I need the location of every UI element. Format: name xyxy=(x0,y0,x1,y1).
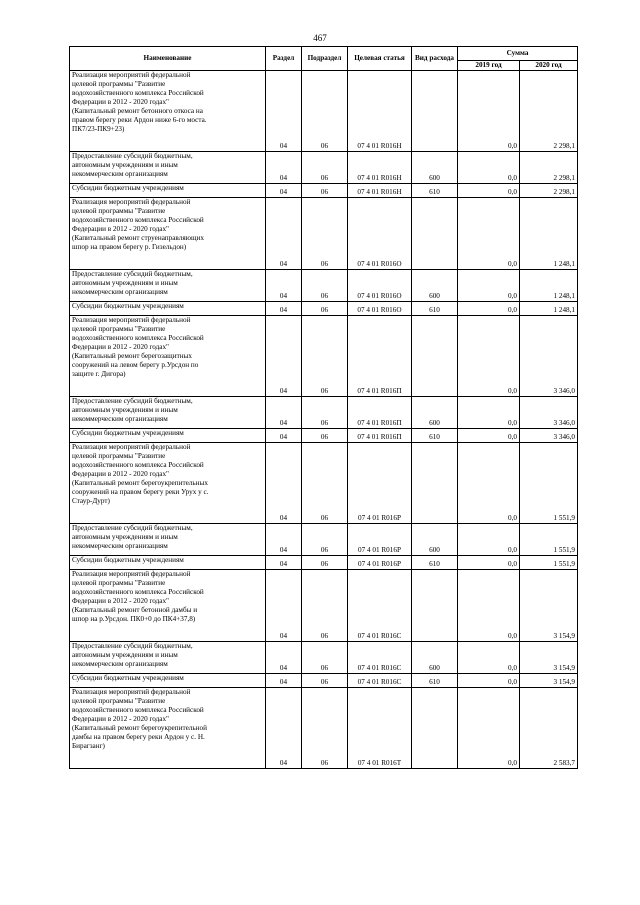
table-row xyxy=(70,556,578,570)
table-row xyxy=(70,688,578,769)
table-row xyxy=(70,397,578,429)
row-target-article: 07 4 01 R016Р xyxy=(348,556,412,570)
row-sum-2020: 2 298,1 xyxy=(520,71,578,152)
row-section: 04 xyxy=(266,570,302,642)
row-target-article: 07 4 01 R016Р xyxy=(348,443,412,524)
row-target-article: 07 4 01 R016П xyxy=(348,316,412,397)
row-subsection: 06 xyxy=(302,198,348,270)
row-subsection: 06 xyxy=(302,570,348,642)
table-row xyxy=(70,674,578,688)
row-section: 04 xyxy=(266,642,302,674)
row-expense-type: 610 xyxy=(412,556,458,570)
row-target-article: 07 4 01 R016Т xyxy=(348,688,412,769)
row-sum-2020: 3 154,9 xyxy=(520,642,578,674)
row-expense-type xyxy=(412,71,458,152)
row-sum-2019: 0,0 xyxy=(458,570,520,642)
header-name: Наименование xyxy=(70,47,266,71)
row-name: Субсидии бюджетным учреждениям xyxy=(70,302,266,316)
table-row xyxy=(70,270,578,302)
row-sum-2019: 0,0 xyxy=(458,443,520,524)
row-name: Реализация мероприятий федеральной целевой программы "Развитие водохозяйственного комплекса Российской Федерации в 2012 - 2020 годах" (Капитальный ремонт бетонного откоса на правом берегу реки Ардон ниже 6-го моста. ПК7/23-ПК9+23) xyxy=(70,71,266,152)
row-sum-2020: 3 154,9 xyxy=(520,674,578,688)
row-name: Реализация мероприятий федеральной целевой программы "Развитие водохозяйственного комплекса Российской Федерации в 2012 - 2020 годах" (Капитальный ремонт бетонной дамбы и шпор на р.Урсдон. ПК0+0 до ПК4+37,8) xyxy=(70,570,266,642)
row-subsection: 06 xyxy=(302,674,348,688)
row-subsection: 06 xyxy=(302,184,348,198)
row-target-article: 07 4 01 R016С xyxy=(348,674,412,688)
row-target-article: 07 4 01 R016П xyxy=(348,429,412,443)
table-row xyxy=(70,570,578,642)
row-section: 04 xyxy=(266,524,302,556)
row-section: 04 xyxy=(266,71,302,152)
row-target-article: 07 4 01 R016Н xyxy=(348,152,412,184)
row-target-article: 07 4 01 R016Н xyxy=(348,71,412,152)
row-subsection: 06 xyxy=(302,270,348,302)
row-sum-2019: 0,0 xyxy=(458,198,520,270)
header-section: Раздел xyxy=(266,47,302,71)
row-name: Реализация мероприятий федеральной целевой программы "Развитие водохозяйственного комплекса Российской Федерации в 2012 - 2020 годах" (Капитальный ремонт берегоукрепительных сооружений на правом берегу реки Урух у с. Стаур-Дурт) xyxy=(70,443,266,524)
row-expense-type xyxy=(412,688,458,769)
row-subsection: 06 xyxy=(302,152,348,184)
table-row xyxy=(70,302,578,316)
header-year-2020: 2020 год xyxy=(520,61,578,71)
header-expense-type: Вид расхода xyxy=(412,47,458,71)
row-section: 04 xyxy=(266,270,302,302)
row-target-article: 07 4 01 R016Н xyxy=(348,184,412,198)
row-expense-type: 600 xyxy=(412,397,458,429)
table-row xyxy=(70,524,578,556)
row-section: 04 xyxy=(266,688,302,769)
row-name: Реализация мероприятий федеральной целевой программы "Развитие водохозяйственного комплекса Российской Федерации в 2012 - 2020 годах" (Капитальный ремонт берегозащитных сооружений на левом берегу р.Урсдон по защите г. Дигора) xyxy=(70,316,266,397)
row-sum-2020: 2 298,1 xyxy=(520,152,578,184)
header-year-2019: 2019 год xyxy=(458,61,520,71)
row-sum-2019: 0,0 xyxy=(458,556,520,570)
row-name: Предоставление субсидий бюджетным, автономным учреждениям и иным некоммерческим организациям xyxy=(70,524,266,556)
row-sum-2020: 1 248,1 xyxy=(520,198,578,270)
row-sum-2019: 0,0 xyxy=(458,397,520,429)
row-expense-type xyxy=(412,198,458,270)
row-expense-type: 600 xyxy=(412,270,458,302)
row-section: 04 xyxy=(266,184,302,198)
table-row xyxy=(70,429,578,443)
row-name: Реализация мероприятий федеральной целевой программы "Развитие водохозяйственного комплекса Российской Федерации в 2012 - 2020 годах" (Капитальный ремонт берегоукрепительной дамбы на правом берегу реки Ардон у с. Н. Бирагзанг) xyxy=(70,688,266,769)
row-section: 04 xyxy=(266,198,302,270)
row-sum-2020: 3 346,0 xyxy=(520,397,578,429)
row-expense-type xyxy=(412,570,458,642)
row-expense-type: 600 xyxy=(412,642,458,674)
row-target-article: 07 4 01 R016П xyxy=(348,397,412,429)
row-sum-2019: 0,0 xyxy=(458,642,520,674)
row-subsection: 06 xyxy=(302,429,348,443)
table-row xyxy=(70,184,578,198)
table-row xyxy=(70,152,578,184)
row-name: Субсидии бюджетным учреждениям xyxy=(70,674,266,688)
table-row xyxy=(70,316,578,397)
row-subsection: 06 xyxy=(302,688,348,769)
row-sum-2019: 0,0 xyxy=(458,674,520,688)
row-sum-2019: 0,0 xyxy=(458,71,520,152)
row-target-article: 07 4 01 R016О xyxy=(348,270,412,302)
row-sum-2019: 0,0 xyxy=(458,316,520,397)
row-target-article: 07 4 01 R016С xyxy=(348,570,412,642)
row-sum-2019: 0,0 xyxy=(458,302,520,316)
row-section: 04 xyxy=(266,316,302,397)
row-sum-2019: 0,0 xyxy=(458,184,520,198)
row-sum-2019: 0,0 xyxy=(458,152,520,184)
row-expense-type: 610 xyxy=(412,674,458,688)
row-sum-2019: 0,0 xyxy=(458,429,520,443)
row-name: Предоставление субсидий бюджетным, автономным учреждениям и иным некоммерческим организациям xyxy=(70,642,266,674)
row-subsection: 06 xyxy=(302,642,348,674)
row-sum-2020: 3 346,0 xyxy=(520,429,578,443)
row-subsection: 06 xyxy=(302,397,348,429)
row-sum-2019: 0,0 xyxy=(458,524,520,556)
row-sum-2020: 1 551,9 xyxy=(520,556,578,570)
row-subsection: 06 xyxy=(302,316,348,397)
row-name: Предоставление субсидий бюджетным, автономным учреждениям и иным некоммерческим организациям xyxy=(70,397,266,429)
row-section: 04 xyxy=(266,556,302,570)
table-row xyxy=(70,198,578,270)
row-subsection: 06 xyxy=(302,524,348,556)
row-expense-type: 600 xyxy=(412,524,458,556)
row-sum-2020: 3 346,0 xyxy=(520,316,578,397)
row-name: Субсидии бюджетным учреждениям xyxy=(70,184,266,198)
row-subsection: 06 xyxy=(302,302,348,316)
row-section: 04 xyxy=(266,152,302,184)
row-section: 04 xyxy=(266,443,302,524)
row-section: 04 xyxy=(266,429,302,443)
row-expense-type xyxy=(412,316,458,397)
budget-table xyxy=(69,46,578,769)
row-section: 04 xyxy=(266,397,302,429)
table-row xyxy=(70,443,578,524)
row-expense-type: 600 xyxy=(412,152,458,184)
row-sum-2019: 0,0 xyxy=(458,270,520,302)
row-expense-type: 610 xyxy=(412,429,458,443)
row-target-article: 07 4 01 R016С xyxy=(348,642,412,674)
row-target-article: 07 4 01 R016Р xyxy=(348,524,412,556)
row-name: Субсидии бюджетным учреждениям xyxy=(70,429,266,443)
row-section: 04 xyxy=(266,674,302,688)
row-sum-2020: 1 248,1 xyxy=(520,270,578,302)
row-sum-2020: 3 154,9 xyxy=(520,570,578,642)
row-expense-type: 610 xyxy=(412,302,458,316)
page-number: 467 xyxy=(313,33,327,43)
row-sum-2019: 0,0 xyxy=(458,688,520,769)
row-expense-type xyxy=(412,443,458,524)
row-subsection: 06 xyxy=(302,443,348,524)
table-row xyxy=(70,71,578,152)
row-sum-2020: 1 248,1 xyxy=(520,302,578,316)
table-row xyxy=(70,642,578,674)
row-name: Предоставление субсидий бюджетным, автономным учреждениям и иным некоммерческим организациям xyxy=(70,270,266,302)
row-expense-type: 610 xyxy=(412,184,458,198)
row-name: Предоставление субсидий бюджетным, автономным учреждениям и иным некоммерческим организациям xyxy=(70,152,266,184)
row-subsection: 06 xyxy=(302,556,348,570)
header-sum: Сумма xyxy=(458,47,578,61)
row-sum-2020: 1 551,9 xyxy=(520,524,578,556)
row-sum-2020: 2 583,7 xyxy=(520,688,578,769)
row-name: Реализация мероприятий федеральной целевой программы "Развитие водохозяйственного комплекса Российской Федерации в 2012 - 2020 годах" (Капитальный ремонт струенаправляющих шпор на правом берегу р. Гизельдон) xyxy=(70,198,266,270)
row-name: Субсидии бюджетным учреждениям xyxy=(70,556,266,570)
row-target-article: 07 4 01 R016О xyxy=(348,198,412,270)
table-body xyxy=(70,71,578,769)
row-target-article: 07 4 01 R016О xyxy=(348,302,412,316)
row-sum-2020: 1 551,9 xyxy=(520,443,578,524)
row-section: 04 xyxy=(266,302,302,316)
row-subsection: 06 xyxy=(302,71,348,152)
header-target-article: Целевая статья xyxy=(348,47,412,71)
row-sum-2020: 2 298,1 xyxy=(520,184,578,198)
header-subsection: Подраздел xyxy=(302,47,348,71)
